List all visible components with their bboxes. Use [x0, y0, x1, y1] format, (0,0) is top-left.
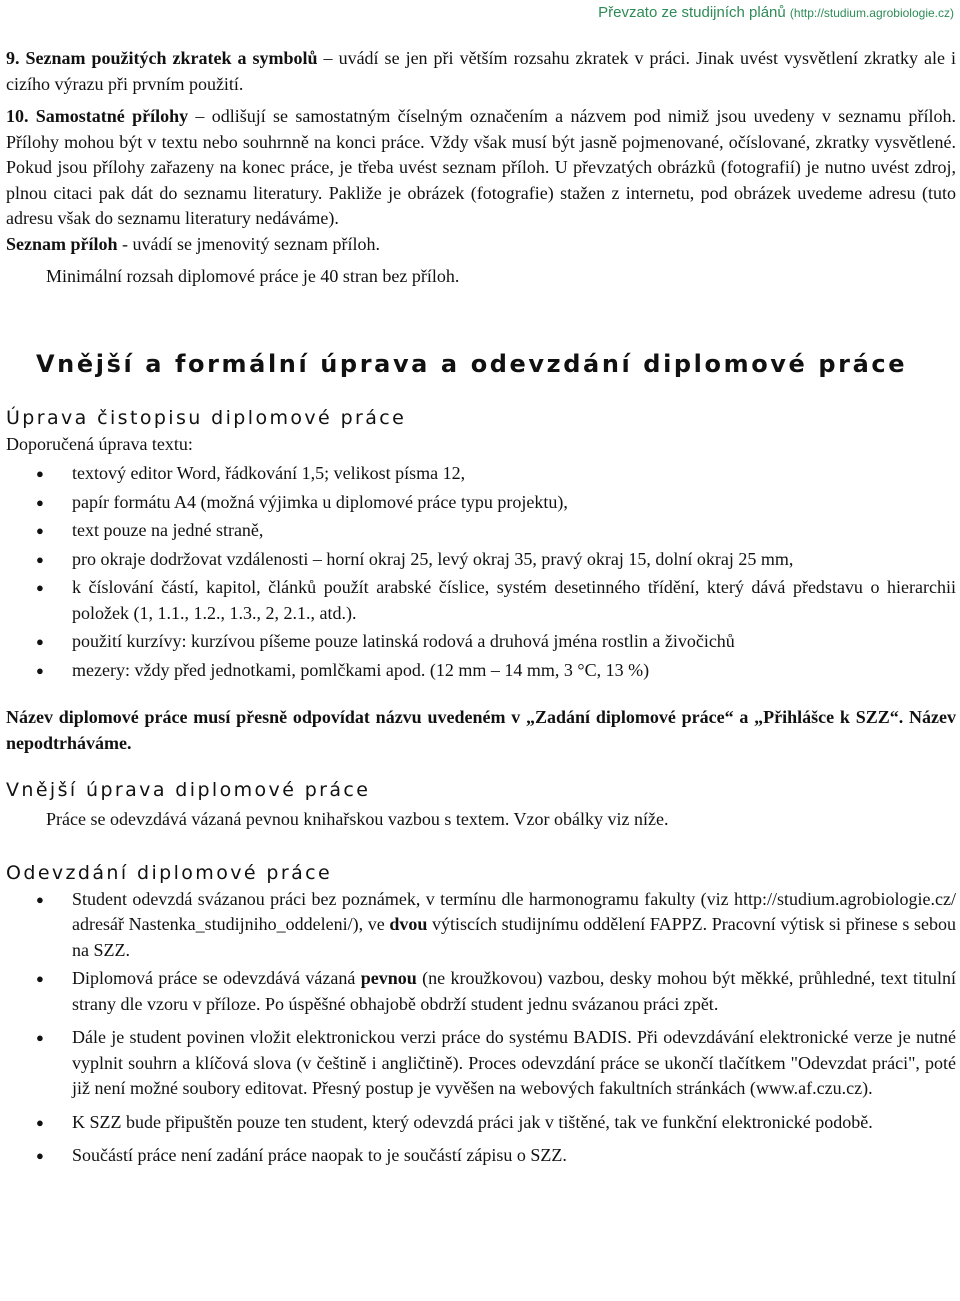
- item-emphasis: pevnou: [360, 968, 417, 988]
- minimal-length-note: Minimální rozsah diplomové práce je 40 stran bez příloh.: [46, 266, 460, 286]
- seznam-priloh-paragraph: [6, 232, 956, 258]
- section-10-paragraph: [6, 104, 956, 232]
- section-9-text: – uvádí se jen při větším rozsahu zkratek v práci. Jinak uvést vysvětlení zkratky ale i cizího výrazu při prvním použití.: [6, 48, 956, 94]
- list-item: ● papír formátu A4 (možná výjimka u diplomové práce typu projektu),: [6, 490, 956, 516]
- section-10-text: – odlišují se samostatným číselným označením a názvem pod nimiž jsou uvedeny v seznamu příloh. Přílohy mohou být v textu nebo souhrnně na konci práce. Vždy však musí být jasně pojmenované, očíslované, zkratky vysvětlené. Pokud jsou přílohy zařazeny na konec práce, je třeba uvést seznam příloh. U převzatých obrázků (fotografií) je nutno uvést zdroj, plnou citaci pak dát do seznamu literatury. Pakliže je obrázek (fotografie) stažen z internetu, pod obrázek uvedeme adresu (tuto adresu však do seznamu literatury nedáváme).: [6, 106, 956, 228]
- heading-vnejsi-uprava: Vnější úprava diplomové práce: [6, 779, 371, 801]
- vnejsi-uprava-text: Práce se odevzdává vázaná pevnou knihařskou vazbou s textem. Vzor obálky viz níže.: [46, 808, 669, 829]
- section-9-title: 9. Seznam použitých zkratek a symbolů: [6, 48, 318, 68]
- list-item: ● Součástí práce není zadání práce naopak to je součástí zápisu o SZZ.: [6, 1143, 956, 1169]
- list-item: [6, 887, 956, 964]
- seznam-priloh-title: Seznam příloh: [6, 233, 118, 254]
- heading-odevzdani: Odevzdání diplomové práce: [6, 862, 333, 884]
- doporucena-uprava-label: Doporučená úprava textu:: [6, 433, 193, 454]
- section-10-title: 10. Samostatné přílohy: [6, 106, 189, 126]
- list-item: ● k číslování částí, kapitol, článků použít arabské číslice, systém desetinného třídění, který dává představu o hierarchii položek (1, 1.1., 1.2., 1.3., 2, 2.1., atd.).: [6, 575, 956, 626]
- item-text: výtiscích studijnímu oddělení FAPPZ. Pracovní výtisk si přinese s sebou na SZZ.: [72, 914, 956, 960]
- source-watermark: [598, 4, 954, 21]
- list-item: ● použití kurzívy: kurzívou píšeme pouze latinská rodová a druhová jména rostlin a živočichů: [6, 629, 956, 655]
- uprava-list: [6, 461, 956, 683]
- item-text: (ne kroužkovou) vazbou, desky mohou být měkké, průhledné, text titulní strany dle vzoru v příloze. Po úspěšné obhajobě obdrží student jednu svázanou práci zpět.: [72, 968, 956, 1014]
- item-emphasis: dvou: [389, 914, 428, 934]
- list-item: ● Dále je student povinen vložit elektronickou verzi práce do systému BADIS. Při odevzdávání elektronické verze je nutné vyplnit souhrn a klíčová slova (v češtině i angličtině). Proces odevzdání práce se ukončí tlačítkem "Odevzdat práci", poté již není možné soubory editovat. Přesný postup je vyvěšen na webových fakultních stránkách (www.af.czu.cz).: [6, 1025, 956, 1102]
- section-9-paragraph: [6, 46, 956, 97]
- item-text: Student odevzdá svázanou práci bez poznámek, v termínu dle harmonogramu fakulty (viz http://studium.agrobiologie.cz/ adresář Nastenka_studijniho_oddeleni/), ve: [72, 888, 956, 934]
- heading-cistopis: Úprava čistopisu diplomové práce: [6, 407, 407, 429]
- odevzdani-list: [6, 887, 956, 1169]
- list-item: ● text pouze na jedné straně,: [6, 518, 956, 544]
- list-item: ● textový editor Word, řádkování 1,5; velikost písma 12,: [6, 461, 956, 487]
- seznam-priloh-text: - uvádí se jmenovitý seznam příloh.: [117, 233, 380, 254]
- list-item: [6, 966, 956, 1017]
- list-item: ● K SZZ bude připuštěn pouze ten student, který odevzdá práci jak v tištěné, tak ve funkční elektronické podobě.: [6, 1110, 956, 1136]
- list-item: ● pro okraje dodržovat vzdálenosti – horní okraj 25, levý okraj 35, pravý okraj 15, dolní okraj 25 mm,: [6, 547, 956, 573]
- nazev-note-text: Název diplomové práce musí přesně odpovídat názvu uvedeném v „Zadání diplomové práce“ a „Přihlášce k SZZ“. Název nepodtrháváme.: [6, 707, 956, 753]
- nazev-note: [6, 705, 956, 756]
- list-item: ● mezery: vždy před jednotkami, pomlčkami apod. (12 mm – 14 mm, 3 °C, 13 %): [6, 658, 956, 684]
- watermark-text: Převzato ze studijních plánů: [598, 4, 786, 21]
- main-heading: Vnější a formální úprava a odevzdání diplomové práce: [36, 349, 908, 378]
- watermark-url: (http://studium.agrobiologie.cz): [789, 6, 954, 20]
- item-text: Diplomová práce se odevzdává vázaná: [72, 968, 361, 988]
- document-body: [6, 46, 956, 1169]
